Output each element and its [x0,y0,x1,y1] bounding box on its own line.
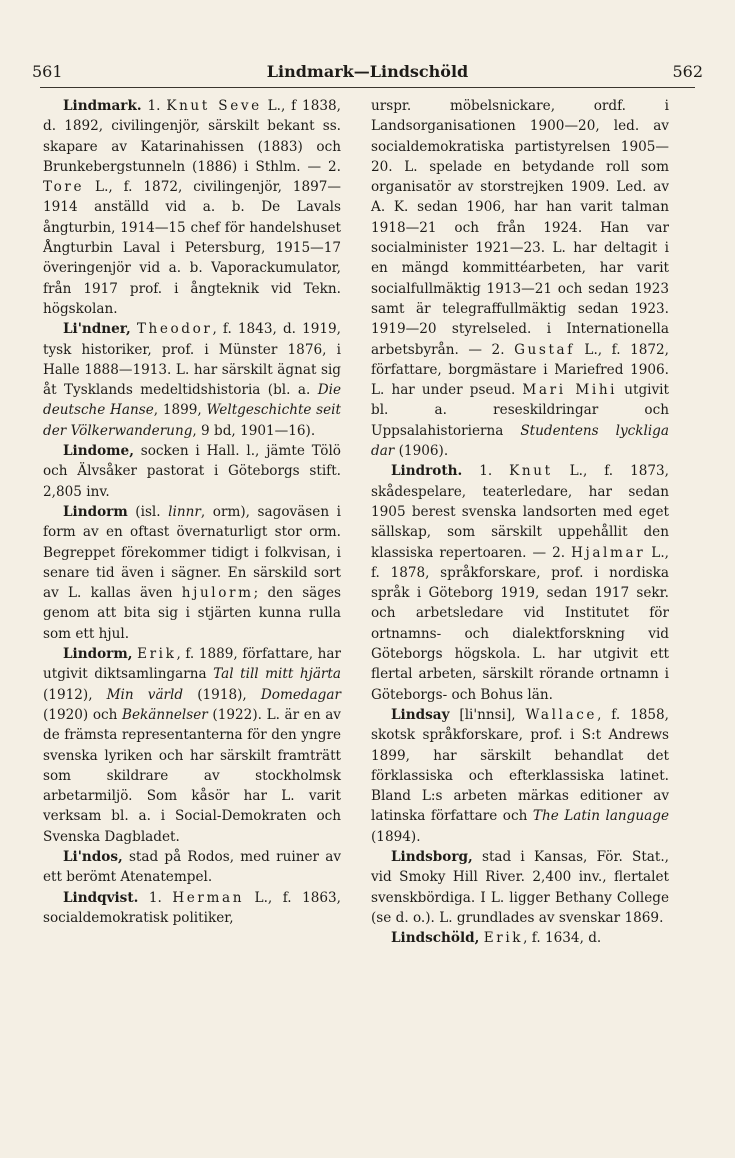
entry-text: , 1899, [153,402,207,419]
entry-headword: Lindsborg, [391,848,473,865]
entry-text: , f. 1843, d. 1919, tysk historiker, prof. i Münster 1876, i Halle 1888—1913. L. har särskilt ägnat sig åt Tysklands medeltidshistoria (bl. a. [43,321,341,399]
entry-lindqvist [43,888,341,929]
entry-lindorm2 [43,644,341,847]
work-title: Weltgeschichte seit der Völkerwanderung [43,402,341,439]
page-number-left: 561 [32,62,63,81]
entry-text: 1. [462,463,510,480]
running-title: Lindmark—Lindschöld [266,62,469,81]
header-rule [40,87,695,88]
right-column [371,96,669,948]
spaced-name: Mari Mihi [522,382,618,399]
work-title: Studentens lyckliga dar [371,422,669,460]
entry-lindner [43,319,341,441]
entry-lindqvist-cont [371,96,669,461]
entry-lindscholdt [371,928,669,948]
work-title: Die deutsche Hanse [43,382,341,419]
entry-text: , orm), sagoväsen i form av en oftast övernaturligt stor orm. Begreppet förekommer tidigt i folkvisan, i senare tid även i sägner. En särskild sort av L. kallas även [43,503,341,602]
entry-text: 1. [138,889,173,906]
entry-text: [li'nnsi], [449,706,526,723]
entry-text: L., f. 1873, skådespelare, teaterledare, har sedan 1905 berest svenska landsorten med eget sällskap, som särskilt uppehållit den klassiska repertoaren. — 2. [371,463,669,561]
entry-lindroth [371,461,669,705]
entry-headword: Lindroth. [391,463,463,480]
entry-text: utgivit bl. a. reseskildringar och Uppsalahistorierna [371,382,669,439]
spaced-name: Theodor [136,321,213,338]
entry-text: L., f. 1872, författare, borgmästare i Mariefred 1906. L. har under pseud. [371,341,669,399]
entry-lindsborg [371,847,669,928]
entry-lindsay [371,705,669,847]
spaced-name: Knut [509,463,553,480]
entry-headword: Li'ndner, [63,321,131,338]
entry-headword: Lindmark. [63,98,142,114]
spaced-name: Tore [43,179,85,196]
entry-text: , f. 1858, skotsk språkforskare, prof. i S:t Andrews 1899, har särskilt behandlat det förklassiska och efterklassiska latinet. Bland L:s arbeten märkas editioner av latinska författare och [371,706,669,825]
entry-text: socken i Hall. l., jämte Tölö och Älvsåker pastorat i Göteborgs stift. 2,805 inv. [43,443,341,500]
entry-headword: Li'ndos, [63,848,123,865]
spaced-name: Wallace [525,706,598,723]
entry-text: L., f. 1878, språkforskare, prof. i nordiska språk i Göteborg 1919, sedan 1917 sekr. och arbetsledare vid Institutet för ortnamns- och dialektforskning vid Göteborgs högskola. L. har utgivit ett flertal arbeten, särskilt rörande ortnamn i Göteborgs- och Bohus län. [371,544,669,703]
entry-lindome [43,441,341,502]
entry-headword: Lindqvist. [63,889,139,906]
spaced-name: Erik [137,646,177,663]
entry-headword: Lindschöld, [391,930,480,947]
entry-lindmark [43,96,341,319]
entry-text: 1. [141,98,167,114]
entry-text: urspr. möbelsnickare, ordf. i Landsorganisationen 1900—20, led. av socialdemokratiska partistyrelsen 1905—20. L. spelade en betydande roll som organisatör av storstrejken 1909. Led. av A. K. sedan 1906, har han varit talman 1918—21 och från 1924. Han var socialminister 1921—23. L. har deltagit i en mängd kommittéarbeten, har varit socialfullmäktig 1913—21 och sedan 1923 samt är telegraffullmäktig sedan 1923. 1919—20 styrelseled. i Internationella arbetsbyrån. — 2. [371,98,669,358]
work-title: Bekännelser [122,706,208,723]
entry-text: (1912), [43,686,107,703]
page-number-right: 562 [672,62,703,81]
spaced-name: Hjalmar [571,544,646,561]
entry-text: L., f. 1863, socialdemokratisk politiker, [43,889,341,926]
page-header [32,62,703,86]
entry-lindos [43,847,341,888]
entry-lindorm1 [43,502,341,644]
work-title: linnr [168,503,201,520]
work-title: The Latin language [532,808,669,825]
entry-text: , f. 1889, författare, har utgivit diktsamlingarna [43,646,341,683]
entry-text: (1906). [394,443,449,460]
entry-text: stad i Kansas, För. Stat., vid Smoky Hill River. 2,400 inv., flertalet svenskbördiga. I L. ligger Bethany College (se d. o.). L. grundlades av svenskar 1869. [371,848,669,926]
work-title: Domedagar [260,686,341,703]
left-column [43,96,341,928]
work-title: Min värld [106,686,184,703]
entry-text: (1922). L. är en av de främsta representanterna för den yngre svenska lyriken och har särskilt framträtt som skildrare av stockholmsk arbetarmiljö. Som kåsör har L. varit verksam bl. a. i Social-Demokraten och Svenska Dagbladet. [43,706,341,845]
entry-text: (1920) och [43,706,122,723]
entry-headword: Lindsay [391,706,450,723]
entry-text: L., f 1838, d. 1892, civilingenjör, särskilt bekant ss. skapare av Katarinahissen (1883) och Brunkebergstunneln (1886) i Sthlm. — 2. [43,98,341,175]
entry-text: L., f. 1872, civilingenjör, 1897—1914 anställd vid a. b. De Lavals ångturbin, 1914—15 chef för handelshuset Ångturbin Laval i Petersburg, 1915—17 överingenjör vid a. b. Vaporackumulator, från 1917 prof. i ångteknik vid Tekn. högskolan. [43,179,341,317]
work-title: Tal till mitt hjärta [213,666,341,683]
entry-text: , f. 1634, d. [523,930,602,947]
spaced-name: Erik [483,930,524,947]
entry-text: (isl. [127,503,169,520]
entry-headword: Lindorm [63,503,128,520]
entry-text: , 9 bd, 1901—16). [192,422,316,439]
entry-text: stad på Rodos, med ruiner av ett berömt Atenatempel. [43,848,341,886]
spaced-name: Herman [172,889,245,906]
entry-text: ; den säges genom att bita sig i stjärten kunna rulla som ett hjul. [43,585,341,642]
spaced-name: Knut Seve [166,98,262,114]
entry-text: (1894). [371,828,421,845]
spaced-name: Gustaf [514,341,575,358]
spaced-name: hjulorm [181,585,254,602]
entry-headword: Lindorm, [63,646,133,663]
entry-headword: Lindome, [63,443,134,460]
entry-text: (1918), [183,686,261,703]
